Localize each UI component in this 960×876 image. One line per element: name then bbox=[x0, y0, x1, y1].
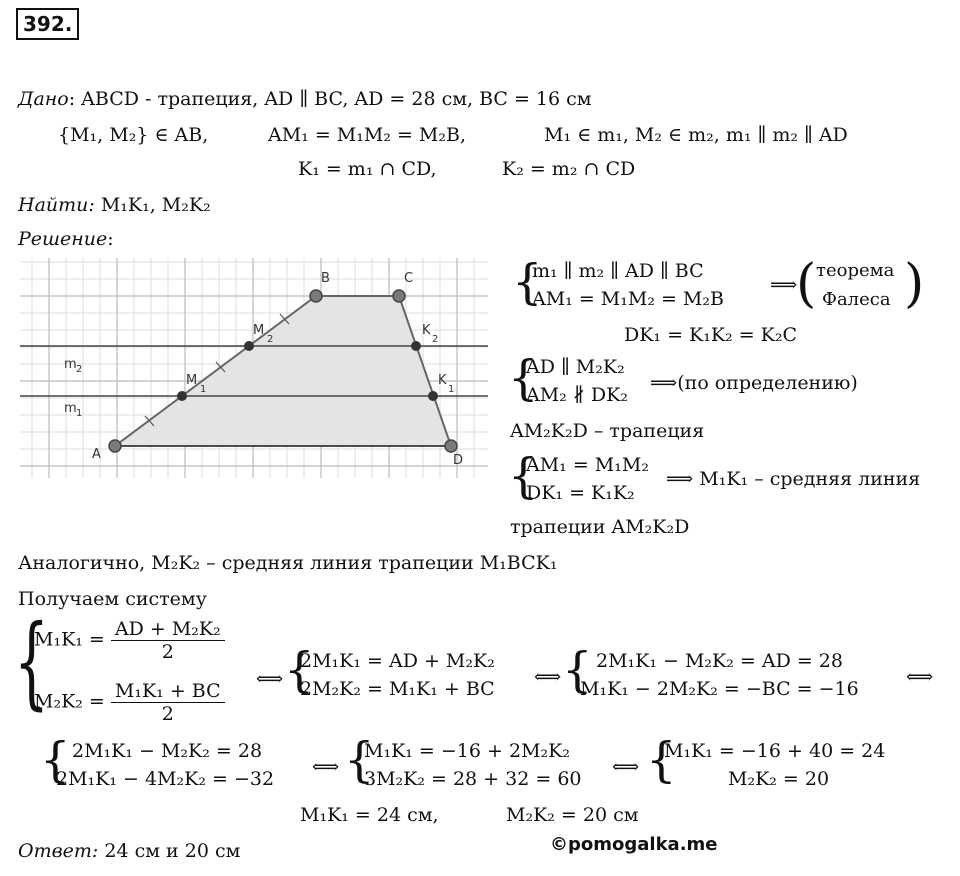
label-m1-sub: 1 bbox=[200, 384, 207, 395]
solution-heading bbox=[18, 228, 114, 250]
sys1-l2-frac bbox=[111, 680, 225, 725]
solution-colon: : bbox=[107, 228, 114, 250]
label-b: B bbox=[321, 271, 330, 286]
point-m2 bbox=[244, 341, 254, 351]
brace-sys5: { bbox=[344, 732, 375, 788]
system-intro: Получаем систему bbox=[18, 588, 207, 610]
result-a: M₁K₁ = 24 см, bbox=[300, 804, 439, 826]
label-line-m2-sub: 2 bbox=[76, 364, 83, 375]
sys1-l2-lhs: M₂K₂ = bbox=[34, 690, 105, 713]
answer-line bbox=[18, 840, 240, 862]
step3-line2: DK₁ = K₁K₂ bbox=[526, 482, 635, 504]
paren-right: ) bbox=[904, 254, 925, 314]
sys5-line2: 3M₂K₂ = 28 + 32 = 60 bbox=[364, 768, 582, 790]
given-line-2a: {M₁, M₂} ∈ AB, bbox=[58, 124, 209, 146]
label-k2-sub: 2 bbox=[432, 334, 439, 345]
sys1-line2 bbox=[34, 680, 225, 725]
analog-line: Аналогично, M₂K₂ – средняя линия трапеции M₁BCK₁ bbox=[18, 552, 558, 574]
label-k1-sub: 1 bbox=[448, 384, 455, 395]
sys6-line1: M₁K₁ = −16 + 40 = 24 bbox=[664, 740, 886, 762]
given-line-2b: AM₁ = M₁M₂ = M₂B, bbox=[268, 124, 467, 146]
step2-line1: AD ∥ M₂K₂ bbox=[526, 356, 625, 378]
step3-tail2: трапеции AM₂K₂D bbox=[510, 516, 690, 538]
label-line-m1: m bbox=[64, 401, 77, 416]
brace-sys2: { bbox=[284, 642, 315, 698]
given-line-3a: K₁ = m₁ ∩ CD, bbox=[298, 158, 437, 180]
equiv-3: ⟺ bbox=[906, 666, 934, 688]
sys1-l1-lhs: M₁K₁ = bbox=[34, 628, 105, 651]
trapezoid-shape bbox=[115, 296, 451, 446]
brace-sys4: { bbox=[40, 732, 71, 788]
point-c bbox=[393, 290, 405, 302]
step3-tail: ⟹ M₁K₁ – средняя линия bbox=[666, 468, 921, 490]
trapezoid-figure bbox=[20, 258, 488, 478]
point-a bbox=[109, 440, 121, 452]
step1-arrow: ⟹ bbox=[770, 274, 798, 296]
label-line-m2: m bbox=[64, 357, 77, 372]
brace-step2: { bbox=[508, 350, 539, 406]
answer-value: 24 см и 20 см bbox=[104, 840, 241, 862]
find-value: M₁K₁, M₂K₂ bbox=[100, 194, 211, 216]
label-k1: K bbox=[438, 373, 447, 388]
solution-label: Решение bbox=[18, 228, 108, 250]
equiv-2: ⟺ bbox=[534, 666, 562, 688]
paren-left: ( bbox=[796, 254, 817, 314]
sys4-line2: 2M₁K₁ − 4M₂K₂ = −32 bbox=[56, 768, 275, 790]
result-b: M₂K₂ = 20 см bbox=[506, 804, 639, 826]
step1-result: DK₁ = K₁K₂ = K₂C bbox=[624, 324, 798, 346]
sys3-line2: M₁K₁ − 2M₂K₂ = −BC = −16 bbox=[580, 678, 859, 700]
point-b bbox=[310, 290, 322, 302]
point-k2 bbox=[411, 341, 421, 351]
answer-label: Ответ: bbox=[18, 840, 99, 862]
sys1-line1 bbox=[34, 618, 225, 663]
sys6-line2: M₂K₂ = 20 bbox=[728, 768, 830, 790]
find-label: Найти: bbox=[18, 194, 95, 216]
label-m2-sub: 2 bbox=[267, 334, 274, 345]
task-number: 392. bbox=[16, 8, 79, 40]
equiv-1: ⟺ bbox=[256, 668, 284, 690]
sys2-line2: 2M₂K₂ = M₁K₁ + BC bbox=[300, 678, 495, 700]
point-k1 bbox=[428, 391, 438, 401]
sys5-line1: M₁K₁ = −16 + 2M₂K₂ bbox=[364, 740, 570, 762]
label-m2: M bbox=[253, 323, 265, 338]
given-line-3b: K₂ = m₂ ∩ CD bbox=[502, 158, 636, 180]
brace-step3: { bbox=[508, 448, 539, 504]
equiv-4: ⟺ bbox=[312, 756, 340, 778]
sys1-l1-num: AD + M₂K₂ bbox=[111, 618, 225, 641]
given-line-2c: M₁ ∈ m₁, M₂ ∈ m₂, m₁ ∥ m₂ ∥ AD bbox=[544, 124, 848, 146]
given-text-1: : ABCD - трапеция, AD ∥ BC, AD = 28 см, BC = 16 см bbox=[68, 88, 592, 110]
find-line bbox=[18, 194, 211, 216]
label-a: A bbox=[92, 447, 101, 462]
point-m1 bbox=[177, 391, 187, 401]
brace-sys1: { bbox=[14, 603, 49, 720]
sys1-l1-frac bbox=[111, 618, 225, 663]
step1-line1: m₁ ∥ m₂ ∥ AD ∥ BC bbox=[532, 260, 704, 282]
label-m1: M bbox=[186, 373, 198, 388]
sys2-line1: 2M₁K₁ = AD + M₂K₂ bbox=[300, 650, 495, 672]
brace-step1: { bbox=[512, 254, 543, 310]
label-k2: K bbox=[422, 323, 431, 338]
given-label: Дано bbox=[18, 88, 69, 110]
label-d: D bbox=[453, 453, 464, 468]
given-line-1 bbox=[18, 88, 592, 110]
brace-sys3: { bbox=[562, 642, 593, 698]
brace-sys6: { bbox=[646, 732, 677, 788]
step3-line1: AM₁ = M₁M₂ bbox=[526, 454, 649, 476]
sys1-l2-num: M₁K₁ + BC bbox=[111, 680, 225, 703]
step2-line2: AM₂ ∦ DK₂ bbox=[526, 384, 628, 406]
step1-note1: теорема bbox=[816, 260, 895, 281]
label-c: C bbox=[404, 271, 414, 286]
sys1-l2-den: 2 bbox=[161, 703, 174, 725]
step1-note2: Фалеса bbox=[822, 289, 891, 310]
step2-result: AM₂K₂D – трапеция bbox=[510, 420, 705, 442]
step2-tail: ⟹(по определению) bbox=[650, 372, 858, 394]
sys3-line1: 2M₁K₁ − M₂K₂ = AD = 28 bbox=[596, 650, 843, 672]
step1-line2: AM₁ = M₁M₂ = M₂B bbox=[532, 288, 724, 310]
sys1-l1-den: 2 bbox=[161, 641, 174, 663]
equiv-5: ⟺ bbox=[612, 756, 640, 778]
label-line-m1-sub: 1 bbox=[76, 408, 83, 419]
point-d bbox=[445, 440, 457, 452]
sys4-line1: 2M₁K₁ − M₂K₂ = 28 bbox=[72, 740, 263, 762]
watermark: ©pomogalka.me bbox=[550, 834, 718, 855]
